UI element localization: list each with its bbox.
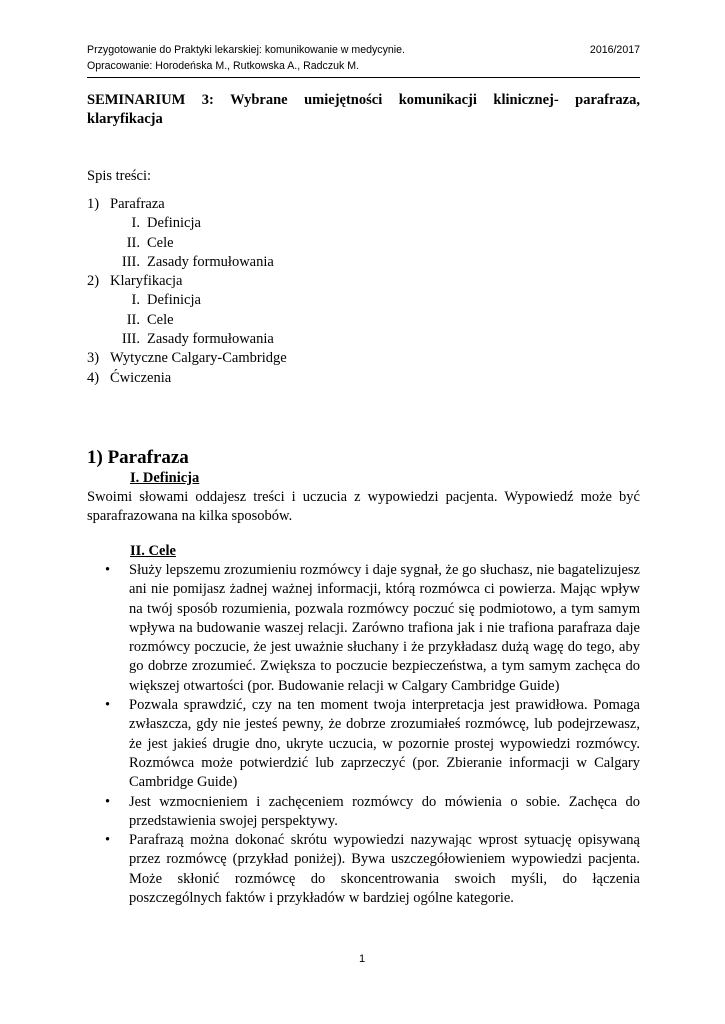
goals-heading: II. Cele: [130, 543, 176, 559]
toc-subitem: III. Zasady formułowania: [121, 253, 274, 270]
toc-subitem: III. Zasady formułowania: [121, 331, 274, 348]
page-header: [87, 42, 640, 78]
academic-year: 2016/2017: [589, 44, 640, 56]
course-title: Przygotowanie do Praktyki lekarskiej: komunikowanie w medycynie.: [87, 44, 405, 56]
list-item: • Służy lepszemu zrozumieniu rozmówcy i daje sygnał, że go słuchasz, nie bagatelizujesz ani nie pomijasz żadnej ważnej informacji, którą rozmówca ci powierza. Mając wpływ na twój sposób rozumienia, pozwala rozmówcy poczuć się podmiotowo, a tym samym wpływa na budowanie waszej relacji. Zarówno trafiona jak i nie trafiona parafraza daje rozmówcy poczucie, że jest uważnie słuchany i że przykładasz dużą wagę do tego, aby go dobrze zrozumieć. Zwiększa to poczucie bezpieczeństwa, a tym samym zachęca do większej otwartości (por. Budowanie relacji w Calgary Cambridge Guide): [105, 561, 640, 696]
list-item: • Parafrazą można dokonać skrótu wypowiedzi nazywając wprost sytuację opisywaną przez rozmówcę (przykład poniżej). Bywa uszczegółowieniem wypowiedzi pacjenta. Może skłonić rozmówcę do skoncentrowania swoich myśli, do łączenia poszczególnych faktów i przykładów w bardziej ogólne kategorie.: [105, 831, 640, 908]
bullet-icon: •: [105, 832, 111, 849]
page-number: 1: [358, 953, 366, 965]
bullet-icon: •: [105, 697, 111, 714]
authors-line: Opracowanie: Horodeńska M., Rutkowska A., Radczuk M.: [87, 60, 360, 72]
definition-heading: I. Definicja: [130, 470, 200, 486]
toc-subitem: II. Cele: [126, 234, 174, 251]
toc-subitem: I. Definicja: [131, 215, 201, 232]
list-item: • Pozwala sprawdzić, czy na ten moment twoja interpretacja jest prawidłowa. Pomaga zwłaszcza, gdy nie jesteś pewny, że dobrze zrozumiałeś rozmówcę, lub podejrzewasz, że jest jakieś drugie dno, ukryte uczucia, w pozornie prostej wypowiedzi rozmówcy. Rozmówca może potwierdzić lub zaprzeczyć (por. Zbieranie informacji w Calgary Cambridge Guide): [105, 696, 640, 792]
bullet-icon: •: [105, 562, 111, 578]
toc-subitem: I. Definicja: [131, 292, 201, 309]
list-item: • Jest wzmocnieniem i zachęceniem rozmówcy do mówienia o sobie. Zachęca do przedstawienia swojej perspektywy.: [105, 793, 640, 832]
toc-subitem: II. Cele: [126, 311, 174, 328]
toc-label: Spis treści:: [87, 168, 152, 184]
toc-item: 3) Wytyczne Calgary-Cambridge: [87, 350, 287, 367]
toc-item: 4) Ćwiczenia: [87, 369, 172, 386]
bullet-icon: •: [105, 793, 111, 810]
section-heading: 1) Parafraza: [87, 447, 189, 468]
toc-item: 2) Klaryfikacja: [87, 273, 183, 290]
seminar-title: SEMINARIUM 3: Wybrane umiejętności komunikacji klinicznej- parafraza, klaryfikacja: [87, 92, 640, 127]
table-of-contents: [87, 195, 287, 388]
toc-item: 1) Parafraza: [87, 196, 165, 212]
definition-text: Swoimi słowami oddajesz treści i uczucia z wypowiedzi pacjenta. Wypowiedź może być sparafrazowana na kilka sposobów.: [87, 489, 640, 525]
goals-list: [105, 561, 640, 908]
